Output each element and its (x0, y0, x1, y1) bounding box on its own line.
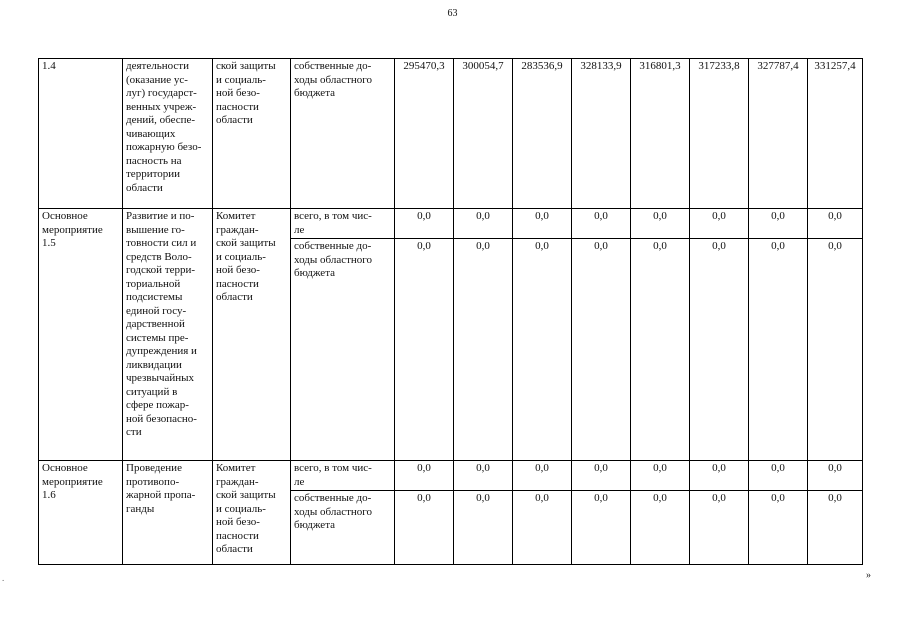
cell-text-line: пожарную безо- (126, 141, 202, 153)
value-cell: 300054,7 (454, 59, 513, 209)
value-cell: 0,0 (808, 209, 863, 239)
value-cell: 0,0 (395, 209, 454, 239)
cell-text-line: ной безо- (216, 264, 260, 276)
table-row (39, 461, 863, 491)
cell-text-line: деятельности (126, 60, 189, 72)
cell-text-line: товности сил и (126, 237, 197, 249)
cell-text-line: жарной пропа- (126, 489, 196, 501)
value-cell: 0,0 (454, 209, 513, 239)
cell-text-line: дений, обеспе- (126, 114, 196, 126)
cell-text-line: ходы областного (294, 505, 373, 518)
value-cell: 0,0 (631, 491, 690, 565)
value-cell: 0,0 (631, 461, 690, 491)
measure-name-cell (123, 59, 213, 209)
cell-text-line: ной безопасно- (126, 412, 197, 425)
cell-text-line: и социаль- (216, 502, 266, 515)
value-cell: 328133,9 (572, 59, 631, 209)
value-cell: 0,0 (572, 209, 631, 239)
cell-text-line: ле (294, 475, 305, 488)
value-cell: 0,0 (513, 209, 572, 239)
cell-text-line: собственные до- (294, 492, 372, 504)
cell-text-line: чрезвычайных (126, 372, 195, 384)
cell-text-line: Основное (42, 462, 88, 474)
value-cell: 0,0 (690, 209, 749, 239)
measure-name-cell (123, 461, 213, 565)
cell-text-line: территории (126, 168, 181, 180)
cell-text-line: дарственной (126, 318, 185, 330)
cell-text-line: ториальной (126, 277, 181, 290)
executor-cell (213, 461, 291, 565)
cell-text-line: Основное (42, 210, 88, 222)
measure-name-cell (123, 209, 213, 461)
cell-text-line: Комитет (216, 210, 256, 222)
value-cell: 0,0 (454, 491, 513, 565)
value-cell: 0,0 (749, 461, 808, 491)
executor-cell (213, 209, 291, 461)
value-cell: 0,0 (808, 461, 863, 491)
cell-text-line: дупреждения и (126, 345, 197, 357)
row-code-cell (39, 461, 123, 565)
cell-text-line: единой госу- (126, 304, 187, 317)
value-cell: 0,0 (749, 239, 808, 461)
cell-text-line: ской защиты (216, 237, 276, 249)
funding-source-cell (291, 209, 395, 239)
margin-mark: . (2, 573, 5, 583)
funding-source-cell (291, 239, 395, 461)
value-cell: 331257,4 (808, 59, 863, 209)
cell-text-line: сти (126, 426, 142, 438)
cell-text-line: пасность на (126, 154, 182, 167)
value-cell: 0,0 (395, 461, 454, 491)
cell-text-line: области (126, 181, 163, 194)
value-cell: 0,0 (690, 461, 749, 491)
value-cell: 0,0 (631, 209, 690, 239)
value-cell: 0,0 (572, 461, 631, 491)
cell-text-line: средств Воло- (126, 250, 192, 263)
value-cell: 0,0 (690, 239, 749, 461)
value-cell: 0,0 (395, 239, 454, 461)
value-cell: 0,0 (749, 209, 808, 239)
value-cell: 0,0 (513, 239, 572, 461)
value-cell: 327787,4 (749, 59, 808, 209)
table-row (39, 59, 863, 209)
row-code-cell (39, 209, 123, 461)
cell-text-line: 1.5 (42, 237, 56, 249)
cell-text-line: граждан- (216, 475, 259, 488)
value-cell: 0,0 (749, 491, 808, 565)
value-cell: 0,0 (631, 239, 690, 461)
cell-text-line: ской защиты (216, 60, 276, 72)
cell-text-line: вышение го- (126, 223, 185, 236)
value-cell: 295470,3 (395, 59, 454, 209)
cell-text-line: области (216, 114, 253, 126)
value-cell: 0,0 (572, 239, 631, 461)
cell-text-line: ходы областного (294, 73, 373, 86)
cell-text-line: сфере пожар- (126, 399, 189, 411)
value-cell: 0,0 (454, 239, 513, 461)
cell-text-line: мероприятие (42, 475, 103, 488)
cell-text-line: луг) государст- (126, 87, 197, 99)
cell-text-line: пасности (216, 277, 259, 290)
cell-text-line: 1.6 (42, 489, 56, 501)
cell-text-line: (оказание ус- (126, 73, 188, 86)
cell-text-line: бюджета (294, 519, 336, 531)
cell-text-line: собственные до- (294, 240, 372, 252)
cell-text-line: всего, в том чис- (294, 210, 372, 222)
budget-table (38, 58, 863, 565)
cell-text-line: ситуаций в (126, 385, 178, 398)
cell-text-line: ской защиты (216, 489, 276, 501)
cell-text-line: венных учреж- (126, 100, 197, 113)
value-cell: 0,0 (808, 239, 863, 461)
cell-text-line: области (216, 291, 253, 303)
value-cell: 0,0 (513, 491, 572, 565)
cell-text-line: бюджета (294, 267, 336, 279)
funding-source-cell (291, 491, 395, 565)
cell-text-line: Развитие и по- (126, 210, 195, 222)
value-cell: 0,0 (572, 491, 631, 565)
page-number: 63 (447, 8, 458, 19)
cell-text-line: пасности (216, 100, 259, 113)
value-cell: 0,0 (395, 491, 454, 565)
cell-text-line: Проведение (126, 462, 182, 474)
cell-text-line: граждан- (216, 223, 259, 236)
cell-text-line: и социаль- (216, 73, 266, 86)
cell-text-line: чивающих (126, 127, 176, 140)
cell-text-line: собственные до- (294, 60, 372, 72)
value-cell: 0,0 (808, 491, 863, 565)
cell-text-line: подсистемы (126, 291, 183, 303)
cell-text-line: ной безо- (216, 516, 260, 528)
cell-text-line: ной безо- (216, 87, 260, 99)
closing-quote: » (866, 570, 871, 581)
value-cell: 317233,8 (690, 59, 749, 209)
cell-text-line: мероприятие (42, 223, 103, 236)
value-cell: 283536,9 (513, 59, 572, 209)
value-cell: 316801,3 (631, 59, 690, 209)
cell-text-line: противопо- (126, 475, 180, 488)
cell-text-line: системы пре- (126, 331, 189, 344)
cell-text-line: ле (294, 223, 305, 236)
cell-text-line: и социаль- (216, 250, 266, 263)
cell-text-line: всего, в том чис- (294, 462, 372, 474)
cell-text-line: годской терри- (126, 264, 196, 276)
executor-cell (213, 59, 291, 209)
row-code-cell: 1.4 (39, 59, 123, 209)
cell-text-line: ганды (126, 502, 155, 515)
cell-text-line: ликвидации (126, 358, 182, 371)
cell-text-line: области (216, 543, 253, 555)
cell-text-line: Комитет (216, 462, 256, 474)
funding-source-cell (291, 461, 395, 491)
funding-source-cell (291, 59, 395, 209)
table-row (39, 209, 863, 239)
value-cell: 0,0 (454, 461, 513, 491)
value-cell: 0,0 (690, 491, 749, 565)
cell-text-line: ходы областного (294, 253, 373, 266)
value-cell: 0,0 (513, 461, 572, 491)
cell-text-line: пасности (216, 529, 259, 542)
cell-text-line: бюджета (294, 87, 336, 99)
